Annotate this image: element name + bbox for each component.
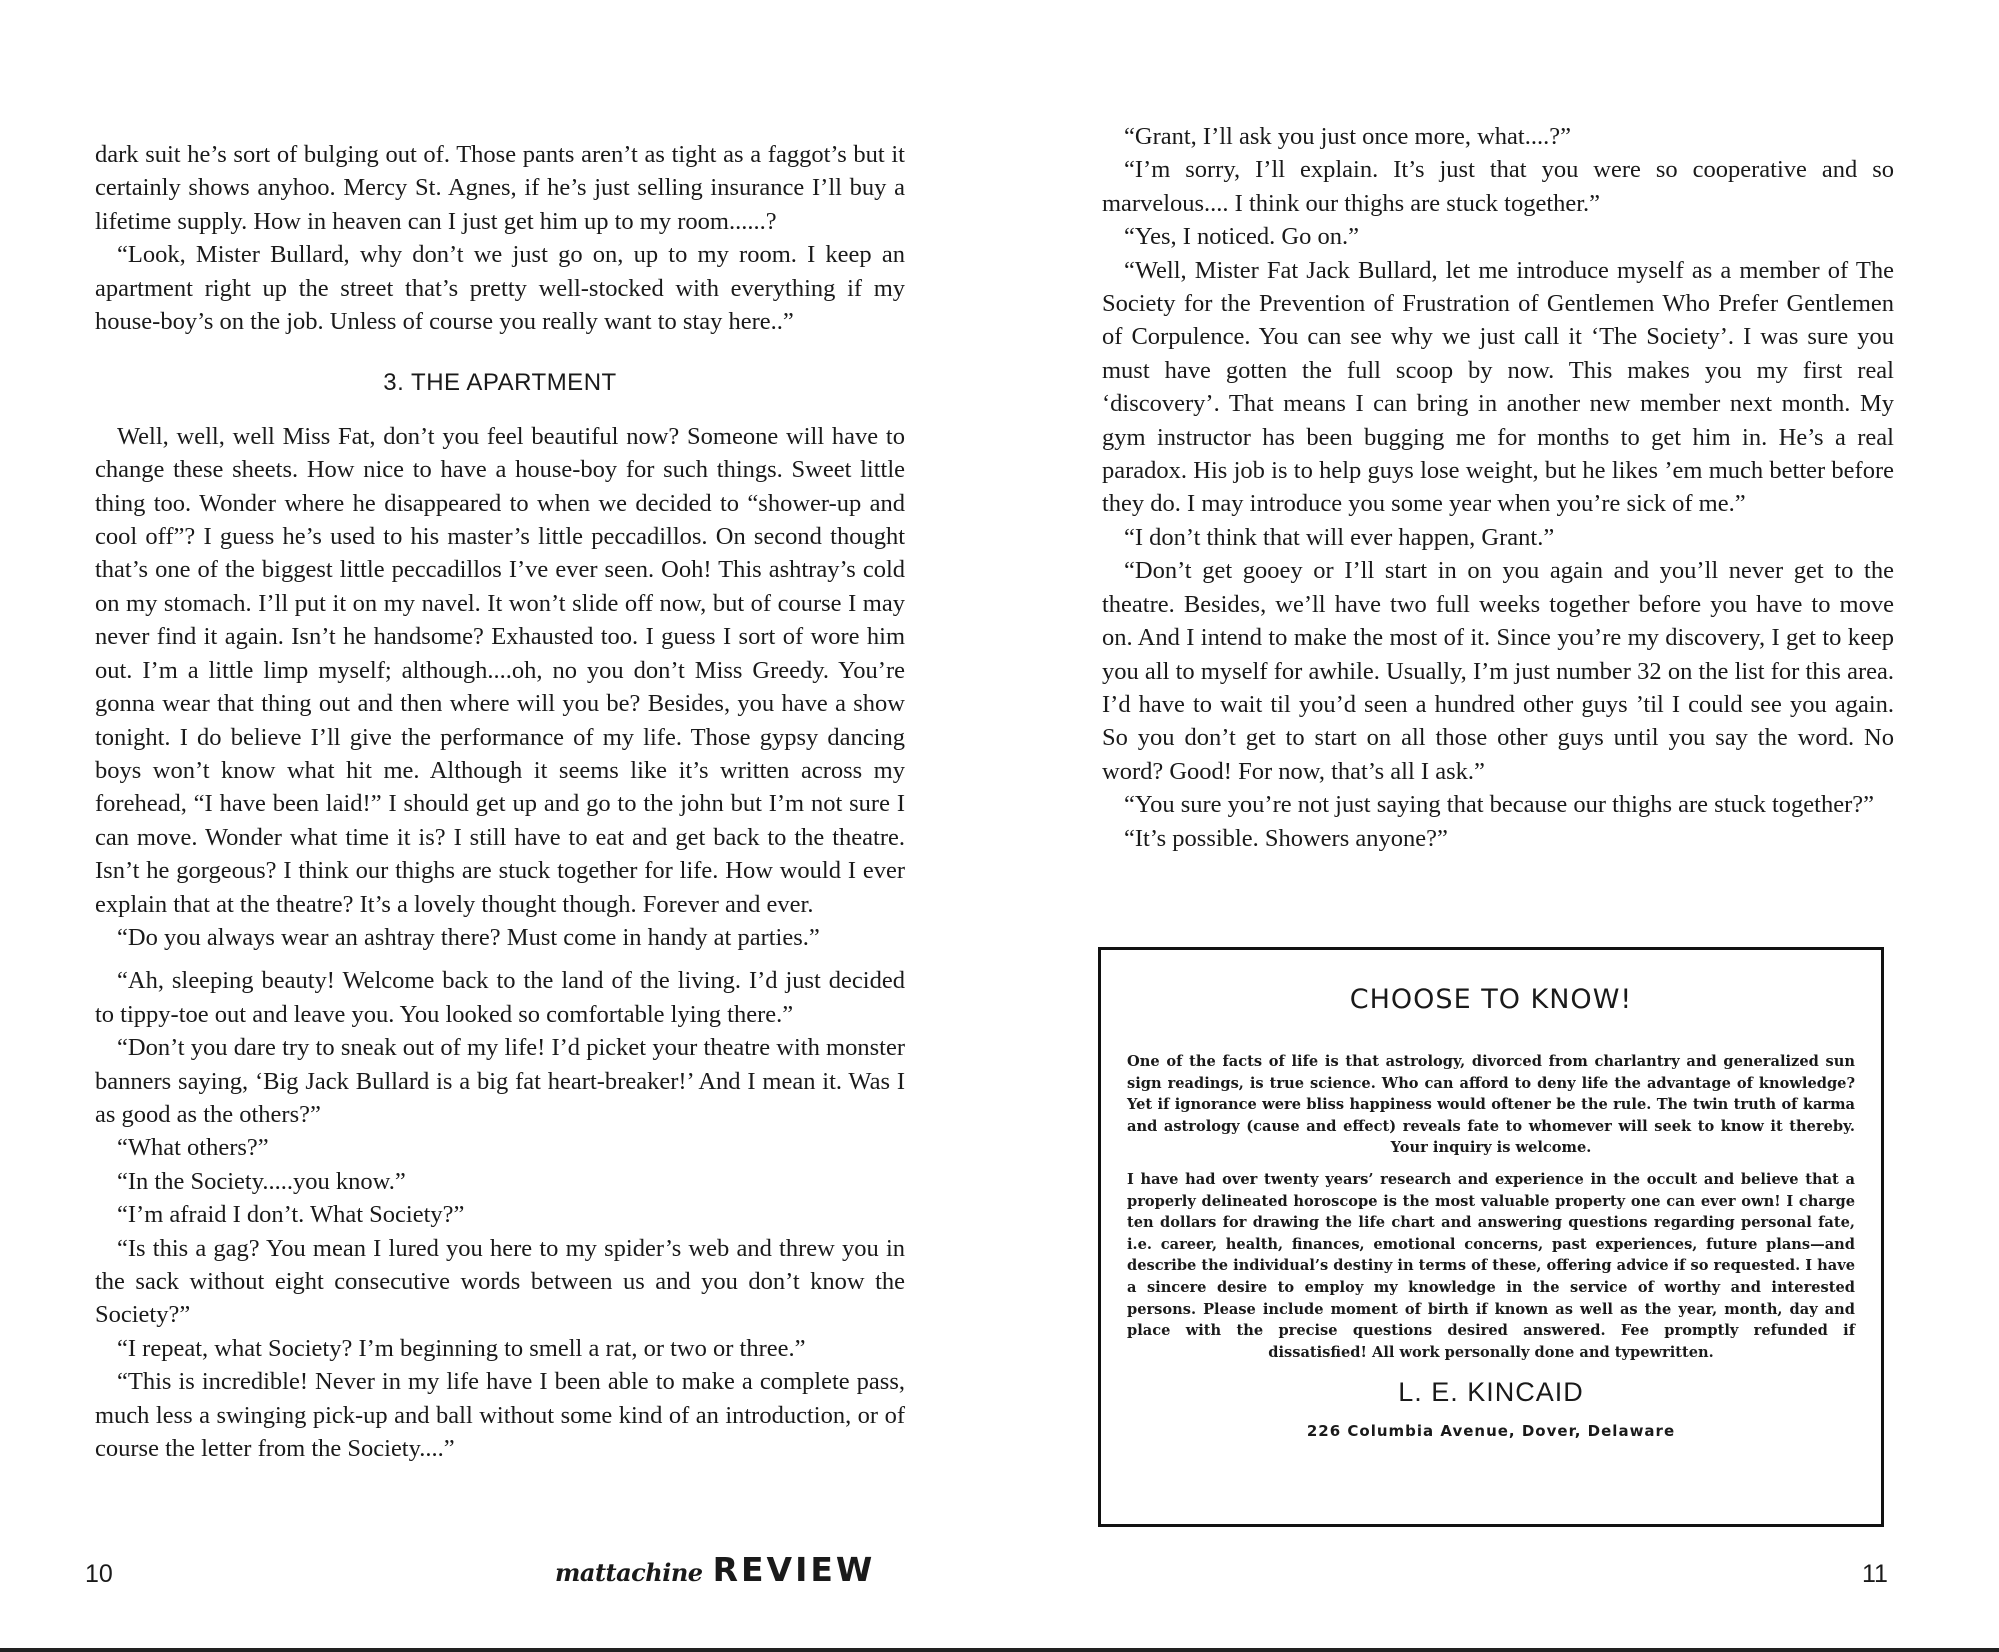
masthead-word: REVIEW xyxy=(712,1550,876,1589)
page-number: 11 xyxy=(1862,1560,1888,1588)
paragraph: “Is this a gag? You mean I lured you here to my spider’s web and threw you in the sack without eight consecutive words between us and you don’t know the Society?” xyxy=(95,1234,905,1329)
bottom-edge-rule xyxy=(0,1648,1999,1652)
paragraph: “I’m afraid I don’t. What Society?” xyxy=(117,1201,465,1229)
masthead-script: mattachine xyxy=(555,1558,703,1587)
paragraph: “This is incredible! Never in my life have I been able to make a complete pass, much less a swinging pick-up and ball without some kind of an introduction, or of course the letter from the Society....” xyxy=(95,1368,905,1463)
paragraph: “I’m sorry, I’ll explain. It’s just that you were so cooperative and so marvelous.... I think our thighs are stuck together.” xyxy=(1102,156,1894,217)
paragraph: “Ah, sleeping beauty! Welcome back to the land of the living. I’d just decided to tippy-toe out and leave you. You looked so comfortable lying there.” xyxy=(95,967,905,1028)
right-page xyxy=(1000,0,1999,1652)
right-text-column xyxy=(1102,120,1894,855)
paragraph: “Well, Mister Fat Jack Bullard, let me introduce myself as a member of The Society for the Prevention of Frustration of Gentlemen Who Prefer Gentlemen of Corpulence. You can see why we just call it ‘The Society’. I was sure you must have gotten the full scoop by now. This makes you my first real ‘discovery’. That means I can bring in another new member next month. My gym instructor has been bugging me for months to get him in. He’s a real paradox. His job is to help guys lose weight, but he likes ’em much better before they do. I may introduce you some year when you’re sick of me.” xyxy=(1102,256,1894,518)
advertisement-box xyxy=(1098,947,1884,1527)
ad-title: CHOOSE TO KNOW! xyxy=(1349,984,1633,1015)
paragraph: “Grant, I’ll ask you just once more, what....?” xyxy=(1124,123,1571,150)
paragraph: “What others?” xyxy=(117,1134,269,1162)
paragraph: “Yes, I noticed. Go on.” xyxy=(1124,223,1359,251)
paragraph: dark suit he’s sort of bulging out of. Those pants aren’t as tight as a faggot’s but it certainly shows anyhoo. Mercy St. Agnes, if he’s just selling insurance I’ll buy a lifetime supply. How in heaven can I just get him up to my room......? xyxy=(95,141,905,235)
paragraph: “Look, Mister Bullard, why don’t we just go on, up to my room. I keep an apartment right up the street that’s pretty well-stocked with everything if my house-boy’s on the job. Unless of course you really want to stay here..” xyxy=(95,241,905,336)
paragraph: “Don’t get gooey or I’ll start in on you again and you’ll never get to the theatre. Besides, we’ll have two full weeks together before you have to move on. And I intend to make the most of it. Since you’re my discovery, I get to keep you all to myself for awhile. Usually, I’m just number 32 on the list for this area. I’d have to wait til you’d seen a hundred other guys ’til I could see you again. So you don’t get to start on all those other guys until you say the word. No word? Good! For now, that’s all I ask.” xyxy=(1102,557,1894,785)
ad-paragraph: One of the facts of life is that astrology, divorced from charlantry and generalized sun sign readings, is true science. Who can afford to deny life the advantage of knowledge? Yet if ignorance were bliss happiness would oftener be the rule. The twin truth of karma and astrology (cause and effect) reveals fate to whomever will seek to know it thereby. Your inquiry is welcome. xyxy=(1127,1053,1855,1157)
masthead-logo xyxy=(555,1550,875,1589)
paragraph: “It’s possible. Showers anyone?” xyxy=(1124,824,1448,852)
page-number: 10 xyxy=(85,1560,113,1588)
paragraph: “Do you always wear an ashtray there? Must come in handy at parties.” xyxy=(117,923,820,951)
paragraph: “Don’t you dare try to sneak out of my life! I’d picket your theatre with monster banners saying, ‘Big Jack Bullard is a big fat heart-breaker!’ And I mean it. Was I as good as the others?” xyxy=(95,1034,905,1128)
ad-address: 226 Columbia Avenue, Dover, Delaware xyxy=(1306,1422,1676,1441)
paragraph: Well, well, well Miss Fat, don’t you feel beautiful now? Someone will have to change these sheets. How nice to have a house-boy for such things. Sweet little thing too. Wonder where he disappeared to when we decided to “shower-up and cool off”? I guess he’s used to his master’s little peccadillos. On second thought that’s one of the biggest little peccadillos I’ve ever seen. Ooh! This ashtray’s cold on my stomach. I’ll put it on my navel. It won’t slide off now, but of course I may never find it again. Isn’t he handsome? Exhausted too. I guess I sort of wore him out. I’m a little limp myself; although....oh, no you don’t Miss Greedy. You’re gonna wear that thing out and then where will you be? Besides, you have a show tonight. I do believe I’ll give the performance of my life. Those gypsy dancing boys won’t know what hit me. Although it seems like it’s written across my forehead, “I have been laid!” I should get up and go to the john but I’m not sure I can move. Wonder what time it is? I still have to eat and get back to the theatre. Isn’t he gorgeous? I think our thighs are stuck together for life. How would I ever explain that at the theatre? It’s a lovely thought though. Forever and ever. xyxy=(95,422,905,918)
section-heading: 3. THE APARTMENT xyxy=(383,369,617,397)
paragraph: “You sure you’re not just saying that because our thighs are stuck together?” xyxy=(1124,791,1875,819)
left-text-column xyxy=(95,138,905,1465)
ad-advertiser-name: L. E. KINCAID xyxy=(1398,1377,1584,1408)
ad-paragraph: I have had over twenty years’ research and experience in the occult and believe that a properly delineated horoscope is the most valuable property one can ever own! I charge ten dollars for drawing the life chart and answering questions regarding personal fate, i.e. career, health, finances, emotional concerns, past experiences, future plans—and describe the individual’s destiny in terms of these, offering advice if so requested. I have a sincere desire to employ my knowledge in the service of worthy and interested persons. Please include moment of birth if known as well as the year, month, day and place with the precise questions desired answered. Fee promptly refunded if dissatisfied! All work personally done and typewritten. xyxy=(1127,1170,1855,1361)
paragraph: “I don’t think that will ever happen, Grant.” xyxy=(1124,523,1555,551)
paragraph: “I repeat, what Society? I’m beginning to smell a rat, or two or three.” xyxy=(117,1334,806,1362)
paragraph: “In the Society.....you know.” xyxy=(117,1167,406,1195)
